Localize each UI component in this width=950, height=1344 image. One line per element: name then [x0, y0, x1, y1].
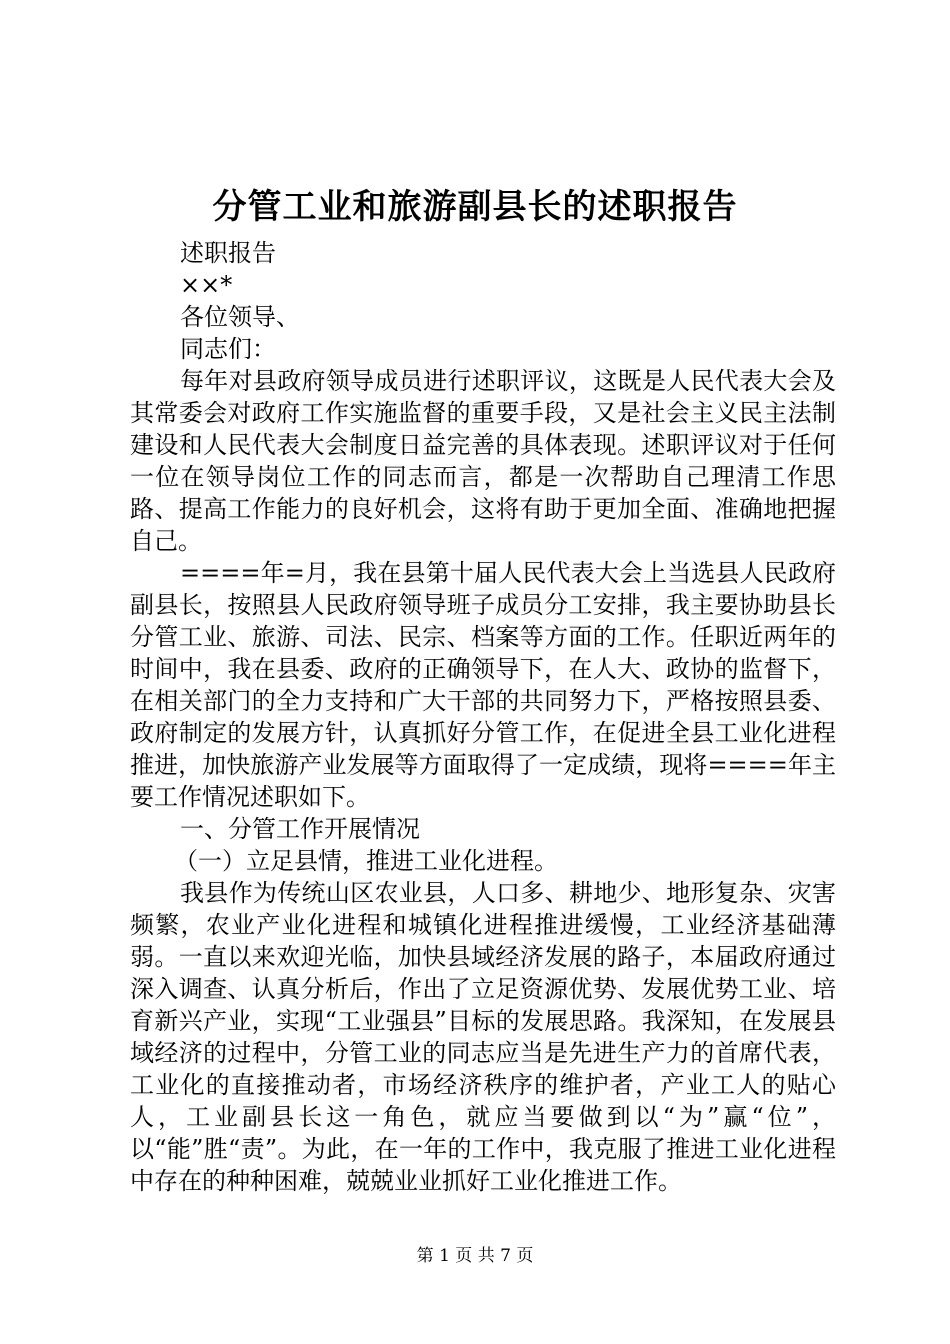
section-heading: 一、分管工作开展情况	[180, 815, 420, 843]
paragraph-industry: 我县作为传统山区农业县，人口多、耕地少、地形复杂、灾害频繁，农业产业化进程和城镇化进程推进缓慢，工业经济基础薄弱。一直以来欢迎光临，加快县域经济发展的路子，本届政府通过深入调查、认真分析后，作出了立足资源优势、发展优势工业、培育新兴产业，实现“工业强县”目标的发展思路。我深知，在发展县域经济的过程中，分管工业的同志应当是先进生产力的首席代表，工业化的直接推动者，市场经济秩序的维护者，产业工人的贴心人，工业副县长这一角色，就应当要做到以“为”赢“位”，以“能”胜“责”。为此，在一年的工作中，我克服了推进工业化进程中存在的种种困难，兢兢业业抓好工业化推进工作。	[130, 879, 836, 1195]
subsection-heading: （一）立足县情，推进工业化进程。	[174, 847, 558, 875]
report-label: 述职报告	[180, 239, 276, 267]
author-name: ××*	[180, 271, 233, 299]
page-number: 第 1 页 共 7 页	[416, 1246, 534, 1266]
paragraph-duties: ====年=月，我在县第十届人民代表大会上当选县人民政府副县长，按照县人民政府领导班子成员分工安排，我主要协助县长分管工业、旅游、司法、民宗、档案等方面的工作。任职近两年的时间中，我在县委、政府的正确领导下，在人大、政协的监督下，在相关部门的全力支持和广大干部的共同努力下，严格按照县委、政府制定的发展方针，认真抓好分管工作，在促进全县工业化进程推进，加快旅游产业发展等方面取得了一定成绩，现将====年主要工作情况述职如下。	[130, 559, 836, 811]
document-title: 分管工业和旅游副县长的述职报告	[212, 187, 738, 227]
salutation-comrades: 同志们：	[180, 335, 276, 363]
salutation-leaders: 各位领导、	[180, 303, 300, 331]
document-body	[130, 237, 836, 1197]
paragraph-intro: 每年对县政府领导成员进行述职评议，这既是人民代表大会及其常委会对政府工作实施监督的重要手段，又是社会主义民主法制建设和人民代表大会制度日益完善的具体表现。述职评议对于任何一位在领导岗位工作的同志而言，都是一次帮助自己理清工作思路、提高工作能力的良好机会，这将有助于更加全面、准确地把握自己。	[130, 367, 836, 555]
